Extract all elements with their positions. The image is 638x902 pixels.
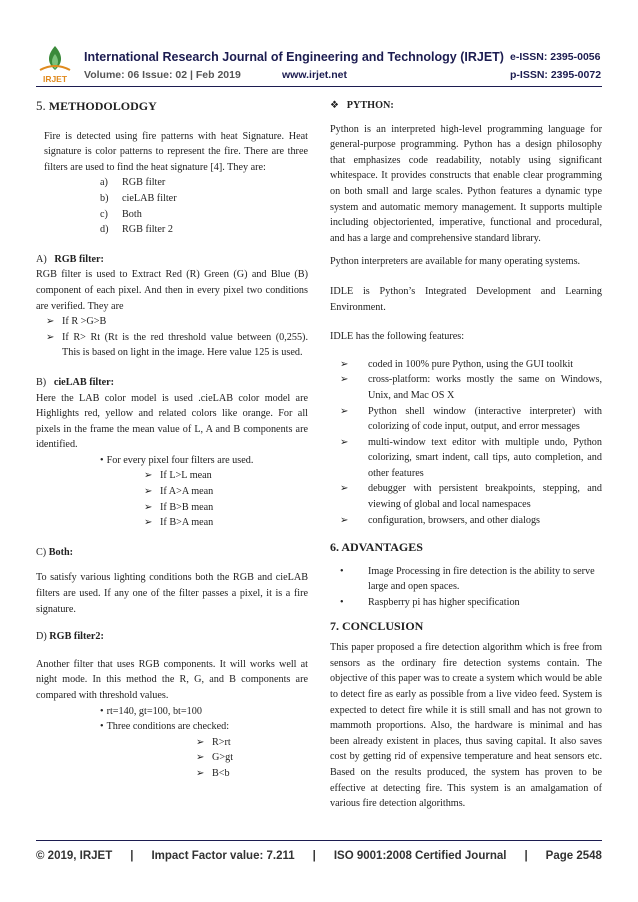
- logo-text: IRJET: [42, 74, 68, 84]
- rgb-filter2-text: Another filter that uses RGB components. It will works well at night mode. In this method the R, G, and B components are compared with threshold values.: [36, 658, 308, 701]
- page-header: [0, 0, 638, 90]
- conditions-bullet: • Three conditions are checked:: [36, 719, 308, 735]
- list-item: a) RGB filter: [100, 177, 166, 189]
- arrow-icon: ➢: [144, 501, 153, 513]
- list-item: ➢ configuration, browsers, and other dialogs: [340, 513, 602, 529]
- rgb-conditions-list: [36, 314, 308, 361]
- subsection-d-heading: D) RGB filter2:: [36, 631, 104, 643]
- threshold-bullet: • rt=140, gt=100, bt=100: [36, 704, 308, 720]
- list-item: ➢ coded in 100% pure Python, using the GUI toolkit: [340, 357, 602, 373]
- section-title: METHODOLODGY: [48, 99, 157, 113]
- idle-features-intro: IDLE has the following features:: [330, 331, 465, 343]
- python-heading: ❖ PYTHON:: [330, 100, 394, 111]
- diamond-icon: ❖: [330, 100, 340, 111]
- copyright: © 2019, IRJET: [36, 850, 113, 862]
- python-description: Python is an interpreted high-level programming language for general-purpose programming. Python has a design philosophy that emphasizes code readability, notably using significant whitespace. It provides constructs that enable clear programming on both small and large scales. Python features a dynamic type system and automatic memory management. It supports multiple including objectoriented, imperative, functional and procedural, and has a large and comprehensive standard library.: [330, 123, 602, 244]
- right-column: [330, 98, 602, 812]
- list-item: ➢ multi-window text editor with multiple undo, Python colorizing, smart indent, call tips, auto completion, and other features: [340, 436, 602, 479]
- arrow-icon: ➢: [144, 486, 153, 498]
- footer-separator: |: [312, 850, 316, 862]
- list-item: ➢ If R >G>B: [46, 314, 308, 330]
- arrow-icon: ➢: [340, 483, 349, 495]
- list-item: • Raspberry pi has higher specification: [330, 595, 602, 611]
- methodology-intro: Fire is detected using fire patterns with heat Signature. Heat signature is color patterns to represent the fire. There are three filters are used to find the heat signature [4]. They are:: [44, 130, 308, 173]
- idle-features-list: [330, 357, 602, 529]
- journal-website[interactable]: www.irjet.net: [282, 69, 347, 81]
- section-5-heading: [36, 98, 308, 115]
- list-item: ➢ Python shell window (interactive interpreter) with colorizing of code input, output, and error messages: [340, 405, 602, 433]
- list-item: ➢ R>rt: [196, 735, 308, 751]
- footer-separator: |: [524, 850, 528, 862]
- list-item: ➢ debugger with persistent breakpoints, stepping, and viewing of global and local namespaces: [340, 483, 602, 511]
- python-interpreters-text: Python interpreters are available for many operating systems.: [330, 256, 581, 268]
- page-footer: [36, 850, 602, 862]
- arrow-icon: ➢: [340, 514, 349, 526]
- list-item: ➢ If A>A mean: [144, 484, 308, 500]
- list-item: ➢ If L>L mean: [144, 468, 308, 484]
- cielab-filter-text: Here the LAB color model is used .cieLAB color model are Highlights red, yellow and related colors like orange. For all pixels in the frame the mean value of L, A and B components are identified.: [36, 392, 308, 451]
- footer-rule: [36, 840, 602, 841]
- arrow-icon: ➢: [144, 470, 153, 482]
- bullet-icon: •: [340, 565, 344, 577]
- irjet-logo-icon: [36, 44, 74, 84]
- bullet-icon: •: [100, 721, 104, 733]
- list-item: d) RGB filter 2: [100, 224, 173, 236]
- page-number: Page 2548: [545, 850, 602, 862]
- list-item: ➢ B<b: [196, 766, 308, 782]
- filter-options-list: [44, 175, 308, 237]
- conclusion-heading: 7. CONCLUSION: [330, 618, 424, 633]
- arrow-icon: ➢: [340, 358, 349, 370]
- p-issn: p-ISSN: 2395-0072: [510, 69, 602, 81]
- list-item: • Image Processing in fire detection is the ability to serve large and open spaces.: [340, 565, 595, 593]
- list-item: ➢ cross-platform: works mostly the same on Windows, Unix, and Mac OS X: [340, 374, 602, 401]
- arrow-icon: ➢: [340, 405, 349, 417]
- list-item: c) Both: [100, 208, 142, 220]
- conclusion-text: This paper proposed a fire detection algorithm which is free from sensors as the ordinary fire detection systems contain. The objective of this paper was to create a system which would be able to detect fire as early as possible from a live video feed. System is expected to detect fire while it is still small and has not grown to mammoth proportions. Also, the hardware is minimal and has been already existent in places, thus saving capital. It also saves cost by getting rid of expensive temperature and heat sensors etc. Based on the results produced, the system has proven to be effective at detecting fire. This system is an amalgamation of various fire detection algorithms.: [330, 642, 602, 810]
- bullet-icon: •: [100, 454, 104, 466]
- iso-certification: ISO 9001:2008 Certified Journal: [333, 850, 507, 862]
- list-item: ➢ G>gt: [196, 750, 308, 766]
- advantages-heading: 6. ADVANTAGES: [330, 540, 423, 555]
- bullet-icon: •: [340, 597, 344, 609]
- bullet-icon: •: [100, 705, 104, 717]
- advantages-list: [330, 564, 602, 611]
- cielab-bullet: • For every pixel four filters are used.: [36, 453, 308, 469]
- arrow-icon: ➢: [340, 374, 349, 386]
- footer-separator: |: [130, 850, 134, 862]
- arrow-icon: ➢: [196, 736, 205, 748]
- rgb2-conditions-list: [36, 735, 308, 782]
- list-item: ➢ If R> Rt (Rt is the red threshold value between (0,255). This is based on light in the image. Here value 125 is used.: [46, 331, 308, 359]
- cielab-conditions-list: [36, 468, 308, 530]
- arrow-icon: ➢: [196, 767, 205, 779]
- impact-factor: Impact Factor value: 7.211: [151, 850, 295, 862]
- section-number: 5.: [36, 98, 46, 113]
- arrow-icon: ➢: [46, 331, 55, 343]
- subsection-c-heading: C) Both:: [36, 546, 74, 558]
- idle-text: IDLE is Python’s Integrated Development and Learning Environment.: [330, 285, 602, 313]
- e-issn: e-ISSN: 2395-0056: [510, 51, 601, 63]
- subsection-b-heading: B) cieLAB filter:: [36, 376, 115, 388]
- header-rule: [36, 86, 602, 87]
- rgb-filter-text: RGB filter is used to Extract Red (R) Green (G) and Blue (B) component of each pixel. And then in every pixel two conditions are verified. They are: [36, 269, 308, 312]
- journal-title: International Research Journal of Engineering and Technology (IRJET): [84, 50, 504, 64]
- volume-issue: Volume: 06 Issue: 02 | Feb 2019: [84, 69, 241, 81]
- left-column: [36, 98, 308, 782]
- both-filter-text: To satisfy various lighting conditions both the RGB and cieLAB filters are used. If any one of the filter passes a pixel, it is a fire signature.: [36, 572, 308, 615]
- list-item: ➢ If B>A mean: [144, 515, 308, 531]
- arrow-icon: ➢: [196, 752, 205, 764]
- arrow-icon: ➢: [340, 436, 349, 448]
- list-item: ➢ If B>B mean: [144, 500, 308, 516]
- subsection-a-heading: A) RGB filter:: [36, 253, 104, 265]
- arrow-icon: ➢: [144, 517, 153, 529]
- arrow-icon: ➢: [46, 316, 55, 328]
- list-item: b) cieLAB filter: [100, 192, 177, 204]
